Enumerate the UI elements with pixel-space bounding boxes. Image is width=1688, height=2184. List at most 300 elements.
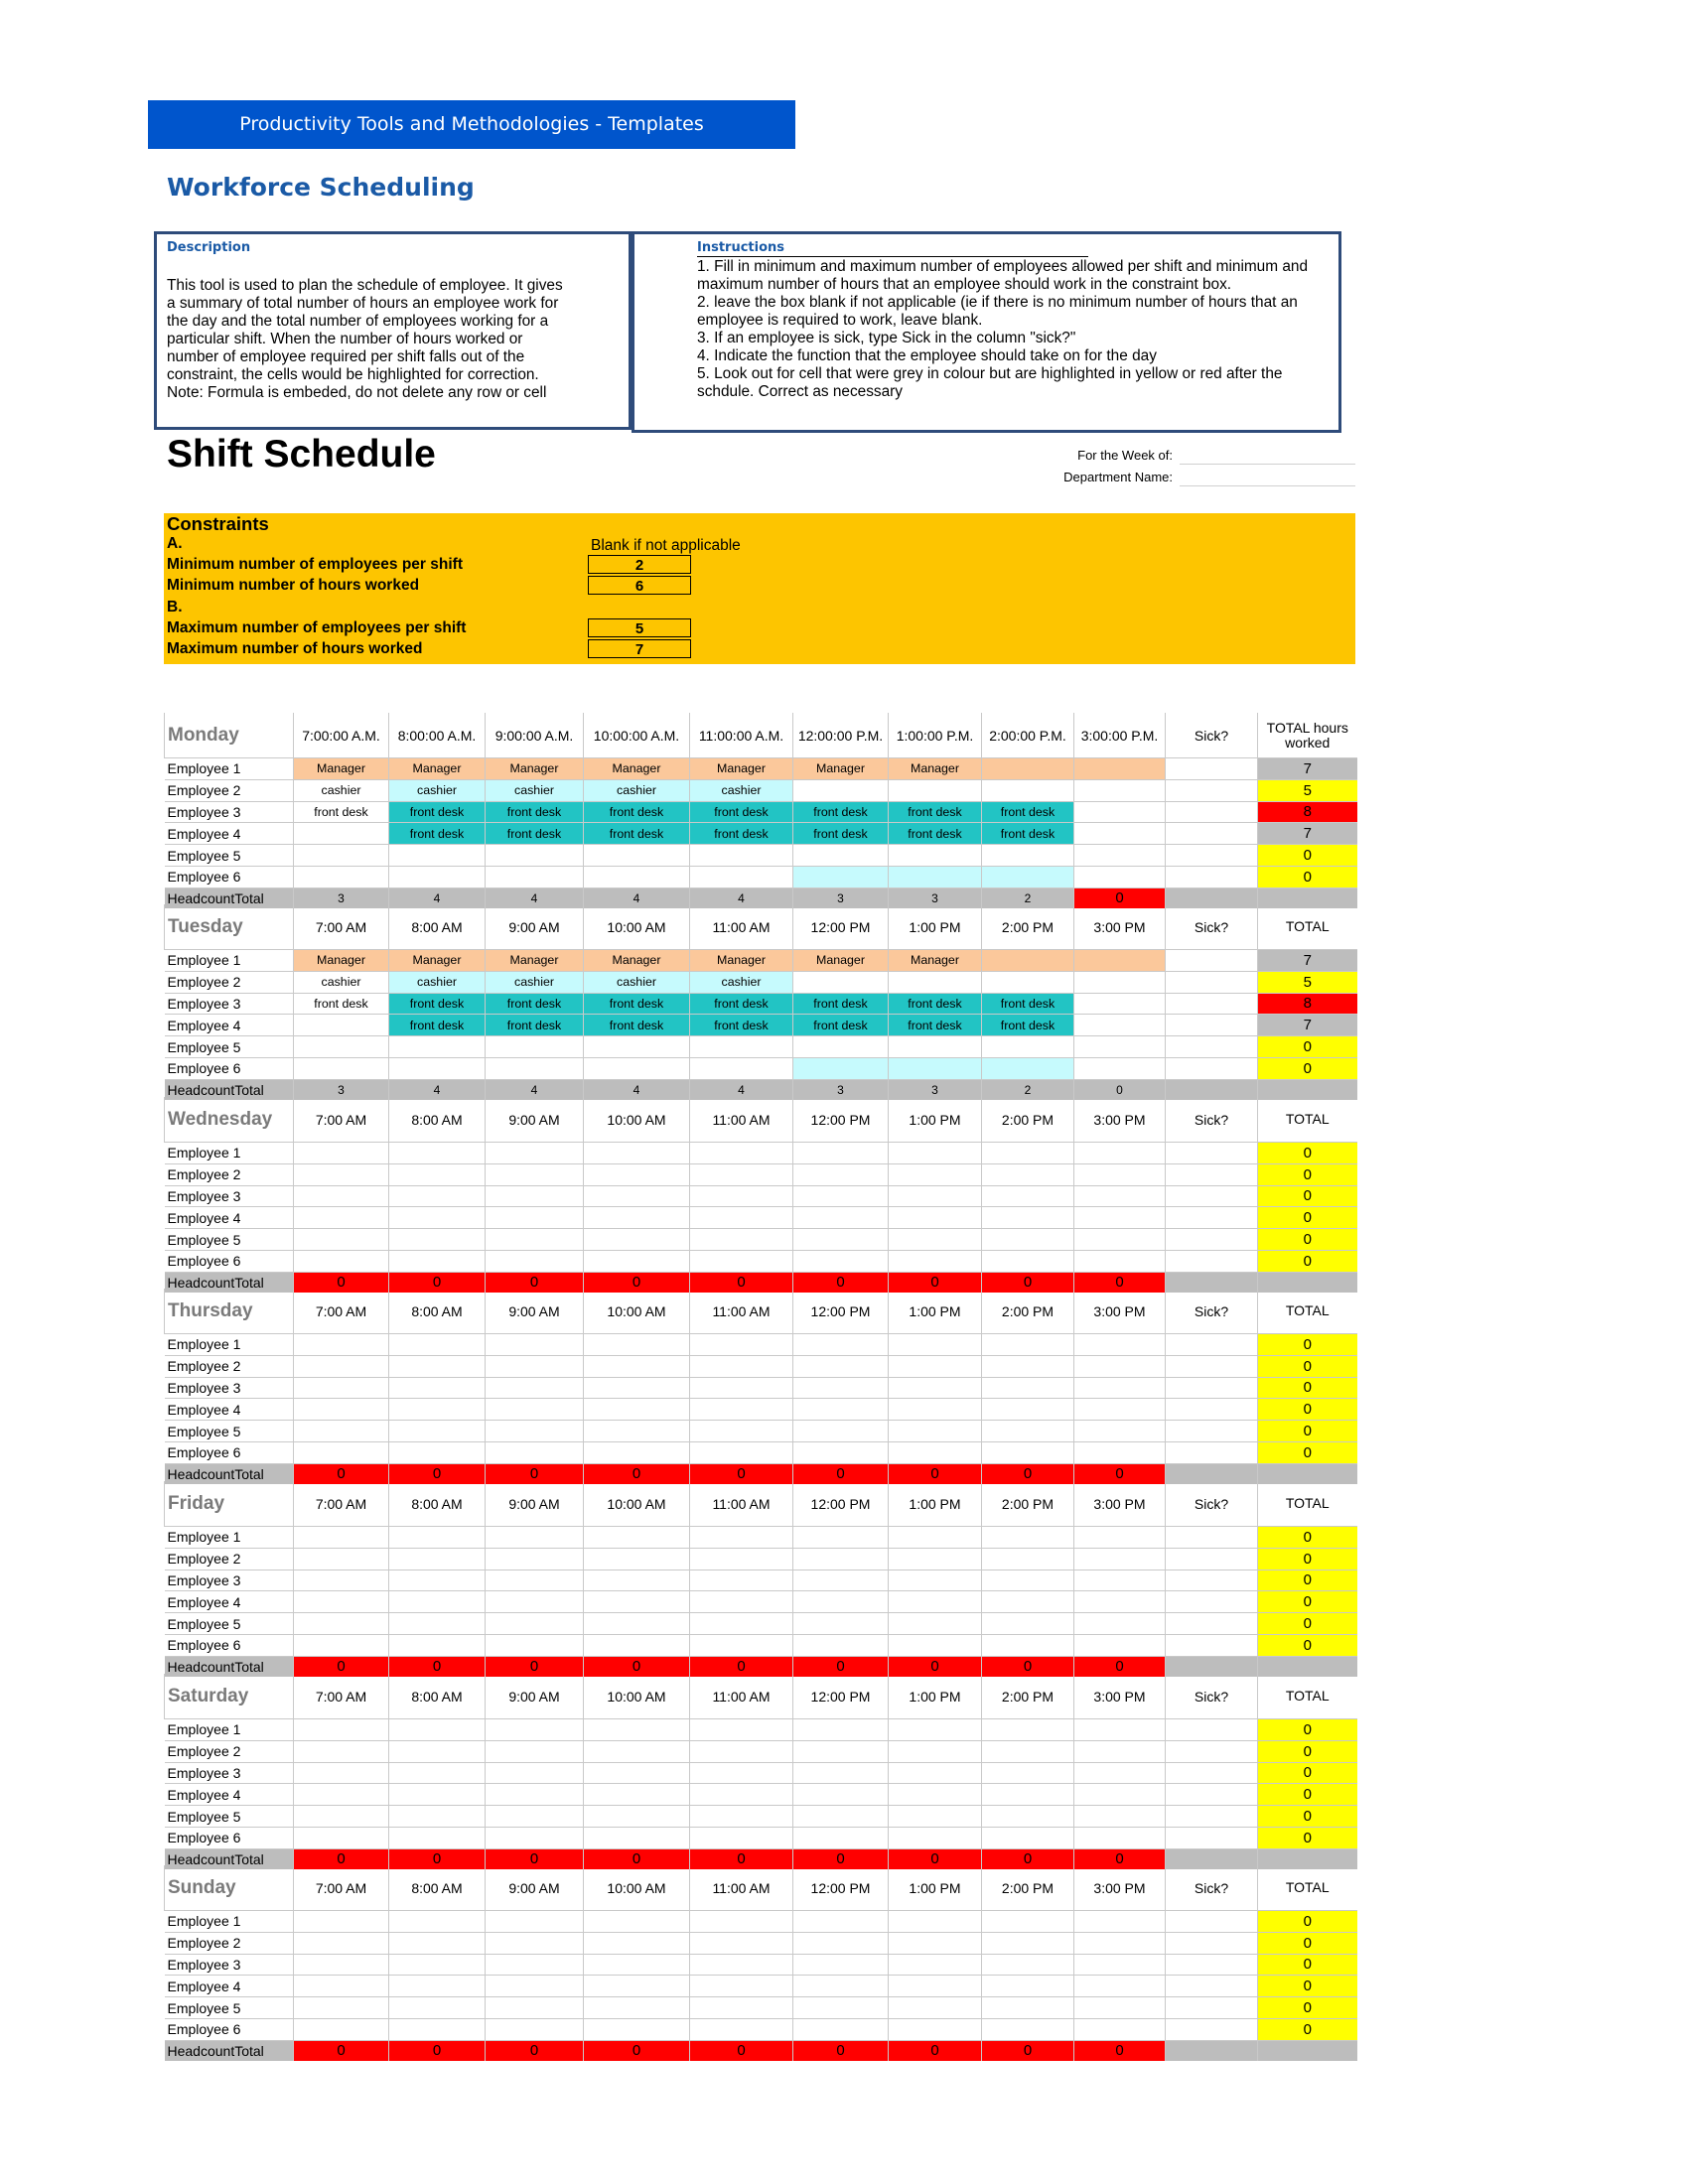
sick-cell[interactable]: [1166, 1719, 1258, 1741]
shift-cell[interactable]: [889, 1036, 982, 1058]
shift-cell[interactable]: [584, 1806, 690, 1828]
shift-cell[interactable]: [690, 1143, 793, 1164]
sick-cell[interactable]: [1166, 1015, 1258, 1036]
shift-cell[interactable]: [584, 1036, 690, 1058]
sick-cell[interactable]: [1166, 1570, 1258, 1591]
shift-cell[interactable]: front desk: [889, 823, 982, 845]
shift-cell[interactable]: [389, 1827, 486, 1848]
shift-cell[interactable]: [690, 1207, 793, 1229]
shift-cell[interactable]: [584, 1613, 690, 1635]
shift-cell[interactable]: [1074, 1334, 1166, 1356]
shift-cell[interactable]: [889, 1163, 982, 1185]
shift-cell[interactable]: [1074, 823, 1166, 845]
shift-cell[interactable]: [793, 1570, 889, 1591]
shift-cell[interactable]: front desk: [486, 993, 584, 1015]
shift-cell[interactable]: [294, 1057, 389, 1079]
shift-cell[interactable]: [889, 1932, 982, 1954]
shift-cell[interactable]: [793, 1207, 889, 1229]
shift-cell[interactable]: [1074, 1036, 1166, 1058]
shift-cell[interactable]: [1074, 1762, 1166, 1784]
shift-cell[interactable]: [982, 1613, 1074, 1635]
shift-cell[interactable]: front desk: [889, 1015, 982, 1036]
shift-cell[interactable]: [889, 1250, 982, 1272]
shift-cell[interactable]: [1074, 1250, 1166, 1272]
sick-cell[interactable]: [1166, 1806, 1258, 1828]
sick-cell[interactable]: [1166, 1784, 1258, 1806]
shift-cell[interactable]: [793, 1762, 889, 1784]
shift-cell[interactable]: [982, 1441, 1074, 1463]
shift-cell[interactable]: [982, 1057, 1074, 1079]
shift-cell[interactable]: [982, 1784, 1074, 1806]
shift-cell[interactable]: front desk: [982, 823, 1074, 845]
shift-cell[interactable]: [889, 1740, 982, 1762]
shift-cell[interactable]: [690, 1719, 793, 1741]
shift-cell[interactable]: [294, 1163, 389, 1185]
shift-cell[interactable]: [982, 1399, 1074, 1421]
shift-cell[interactable]: [389, 1143, 486, 1164]
shift-cell[interactable]: [690, 1976, 793, 1997]
shift-cell[interactable]: [889, 1207, 982, 1229]
shift-cell[interactable]: [1074, 1997, 1166, 2019]
shift-cell[interactable]: [486, 1185, 584, 1207]
shift-cell[interactable]: [486, 1548, 584, 1570]
shift-cell[interactable]: cashier: [584, 779, 690, 801]
shift-cell[interactable]: [389, 1954, 486, 1976]
shift-cell[interactable]: [584, 1827, 690, 1848]
shift-cell[interactable]: [690, 1570, 793, 1591]
shift-cell[interactable]: [1074, 971, 1166, 993]
shift-cell[interactable]: [889, 1377, 982, 1399]
shift-cell[interactable]: [1074, 1784, 1166, 1806]
shift-cell[interactable]: [982, 1250, 1074, 1272]
shift-cell[interactable]: front desk: [793, 801, 889, 823]
sick-cell[interactable]: [1166, 1527, 1258, 1549]
shift-cell[interactable]: [584, 1634, 690, 1656]
shift-cell[interactable]: [793, 1250, 889, 1272]
shift-cell[interactable]: [982, 1036, 1074, 1058]
shift-cell[interactable]: front desk: [982, 801, 1074, 823]
shift-cell[interactable]: [1074, 1827, 1166, 1848]
shift-cell[interactable]: [294, 823, 389, 845]
shift-cell[interactable]: [486, 1250, 584, 1272]
shift-cell[interactable]: [1074, 1421, 1166, 1442]
shift-cell[interactable]: [690, 1634, 793, 1656]
shift-cell[interactable]: [584, 1229, 690, 1251]
shift-cell[interactable]: [690, 1185, 793, 1207]
shift-cell[interactable]: [889, 2018, 982, 2040]
shift-cell[interactable]: [690, 1613, 793, 1635]
shift-cell[interactable]: [294, 1036, 389, 1058]
shift-cell[interactable]: front desk: [793, 823, 889, 845]
shift-cell[interactable]: [1074, 1399, 1166, 1421]
shift-cell[interactable]: [389, 1334, 486, 1356]
sick-cell[interactable]: [1166, 801, 1258, 823]
shift-cell[interactable]: [793, 1036, 889, 1058]
shift-cell[interactable]: [690, 1911, 793, 1933]
shift-cell[interactable]: [294, 1399, 389, 1421]
shift-cell[interactable]: front desk: [982, 993, 1074, 1015]
shift-cell[interactable]: [982, 1570, 1074, 1591]
shift-cell[interactable]: [889, 1976, 982, 1997]
sick-cell[interactable]: [1166, 1163, 1258, 1185]
sick-cell[interactable]: [1166, 1143, 1258, 1164]
shift-cell[interactable]: [982, 1719, 1074, 1741]
shift-cell[interactable]: [793, 1954, 889, 1976]
sick-cell[interactable]: [1166, 1421, 1258, 1442]
shift-cell[interactable]: front desk: [584, 993, 690, 1015]
shift-cell[interactable]: [294, 1954, 389, 1976]
shift-cell[interactable]: [982, 1762, 1074, 1784]
shift-cell[interactable]: [584, 1207, 690, 1229]
shift-cell[interactable]: cashier: [389, 971, 486, 993]
sick-cell[interactable]: [1166, 1441, 1258, 1463]
shift-cell[interactable]: [389, 1570, 486, 1591]
shift-cell[interactable]: [584, 1377, 690, 1399]
sick-cell[interactable]: [1166, 971, 1258, 993]
shift-cell[interactable]: [690, 1527, 793, 1549]
sick-cell[interactable]: [1166, 950, 1258, 972]
shift-cell[interactable]: Manager: [389, 950, 486, 972]
shift-cell[interactable]: [294, 1740, 389, 1762]
shift-cell[interactable]: [982, 1740, 1074, 1762]
shift-cell[interactable]: [793, 1057, 889, 1079]
shift-cell[interactable]: [486, 1441, 584, 1463]
shift-cell[interactable]: Manager: [584, 950, 690, 972]
sick-cell[interactable]: [1166, 2018, 1258, 2040]
shift-cell[interactable]: [389, 1229, 486, 1251]
shift-cell[interactable]: front desk: [690, 823, 793, 845]
shift-cell[interactable]: cashier: [389, 779, 486, 801]
shift-cell[interactable]: [690, 1784, 793, 1806]
shift-cell[interactable]: [486, 1719, 584, 1741]
shift-cell[interactable]: [584, 1250, 690, 1272]
shift-cell[interactable]: [690, 1036, 793, 1058]
shift-cell[interactable]: [793, 1634, 889, 1656]
shift-cell[interactable]: [889, 1548, 982, 1570]
shift-cell[interactable]: [690, 845, 793, 867]
sick-cell[interactable]: [1166, 758, 1258, 780]
shift-cell[interactable]: [1074, 1570, 1166, 1591]
shift-cell[interactable]: front desk: [486, 801, 584, 823]
shift-cell[interactable]: [793, 1784, 889, 1806]
shift-cell[interactable]: [294, 1976, 389, 1997]
shift-cell[interactable]: [889, 845, 982, 867]
shift-cell[interactable]: [1074, 1976, 1166, 1997]
shift-cell[interactable]: [690, 1548, 793, 1570]
shift-cell[interactable]: [389, 1719, 486, 1741]
shift-cell[interactable]: [294, 1570, 389, 1591]
shift-cell[interactable]: [889, 1441, 982, 1463]
sick-cell[interactable]: [1166, 1954, 1258, 1976]
shift-cell[interactable]: [793, 971, 889, 993]
shift-cell[interactable]: [690, 1229, 793, 1251]
shift-cell[interactable]: [1074, 1932, 1166, 1954]
shift-cell[interactable]: cashier: [690, 971, 793, 993]
shift-cell[interactable]: [1074, 1185, 1166, 1207]
sick-cell[interactable]: [1166, 1399, 1258, 1421]
shift-cell[interactable]: [584, 1911, 690, 1933]
shift-cell[interactable]: [1074, 950, 1166, 972]
shift-cell[interactable]: [690, 1355, 793, 1377]
shift-cell[interactable]: [982, 1827, 1074, 1848]
shift-cell[interactable]: [389, 1997, 486, 2019]
shift-cell[interactable]: [793, 1806, 889, 1828]
shift-cell[interactable]: [690, 1932, 793, 1954]
shift-cell[interactable]: Manager: [486, 758, 584, 780]
shift-cell[interactable]: [1074, 1355, 1166, 1377]
shift-cell[interactable]: [294, 1911, 389, 1933]
shift-cell[interactable]: [1074, 1613, 1166, 1635]
shift-cell[interactable]: [889, 1784, 982, 1806]
shift-cell[interactable]: [793, 1740, 889, 1762]
shift-cell[interactable]: [389, 1613, 486, 1635]
shift-cell[interactable]: [486, 1377, 584, 1399]
shift-cell[interactable]: [389, 1911, 486, 1933]
shift-cell[interactable]: [690, 1827, 793, 1848]
shift-cell[interactable]: front desk: [690, 1015, 793, 1036]
department-input[interactable]: [1180, 485, 1355, 486]
shift-cell[interactable]: [584, 1399, 690, 1421]
shift-cell[interactable]: [584, 1997, 690, 2019]
shift-cell[interactable]: [889, 1806, 982, 1828]
week-input[interactable]: [1180, 464, 1355, 465]
shift-cell[interactable]: [889, 866, 982, 887]
shift-cell[interactable]: [690, 1591, 793, 1613]
shift-cell[interactable]: [889, 1827, 982, 1848]
shift-cell[interactable]: [389, 1355, 486, 1377]
shift-cell[interactable]: Manager: [793, 950, 889, 972]
shift-cell[interactable]: [1074, 1527, 1166, 1549]
sick-cell[interactable]: [1166, 1740, 1258, 1762]
shift-cell[interactable]: [1074, 993, 1166, 1015]
shift-cell[interactable]: [294, 1334, 389, 1356]
shift-cell[interactable]: [486, 1570, 584, 1591]
shift-cell[interactable]: [793, 2018, 889, 2040]
shift-cell[interactable]: [486, 1591, 584, 1613]
shift-cell[interactable]: [389, 1762, 486, 1784]
shift-cell[interactable]: [294, 866, 389, 887]
shift-cell[interactable]: [982, 866, 1074, 887]
shift-cell[interactable]: front desk: [690, 801, 793, 823]
shift-cell[interactable]: [1074, 1057, 1166, 1079]
shift-cell[interactable]: [982, 1185, 1074, 1207]
shift-cell[interactable]: [486, 1334, 584, 1356]
shift-cell[interactable]: [486, 1634, 584, 1656]
shift-cell[interactable]: [690, 1997, 793, 2019]
shift-cell[interactable]: [584, 1143, 690, 1164]
shift-cell[interactable]: [584, 866, 690, 887]
shift-cell[interactable]: [584, 1932, 690, 1954]
shift-cell[interactable]: front desk: [982, 1015, 1074, 1036]
shift-cell[interactable]: [1074, 1143, 1166, 1164]
shift-cell[interactable]: [690, 1441, 793, 1463]
shift-cell[interactable]: [389, 1784, 486, 1806]
shift-cell[interactable]: [294, 2018, 389, 2040]
shift-cell[interactable]: [294, 1527, 389, 1549]
shift-cell[interactable]: [690, 1740, 793, 1762]
shift-cell[interactable]: [982, 1932, 1074, 1954]
shift-cell[interactable]: [486, 1954, 584, 1976]
shift-cell[interactable]: [486, 1762, 584, 1784]
shift-cell[interactable]: [294, 1634, 389, 1656]
shift-cell[interactable]: [889, 779, 982, 801]
shift-cell[interactable]: [486, 1911, 584, 1933]
shift-cell[interactable]: [889, 1399, 982, 1421]
shift-cell[interactable]: [584, 1719, 690, 1741]
sick-cell[interactable]: [1166, 1591, 1258, 1613]
shift-cell[interactable]: front desk: [690, 993, 793, 1015]
shift-cell[interactable]: [294, 1827, 389, 1848]
shift-cell[interactable]: [793, 1334, 889, 1356]
sick-cell[interactable]: [1166, 1355, 1258, 1377]
shift-cell[interactable]: [889, 1057, 982, 1079]
shift-cell[interactable]: [584, 1355, 690, 1377]
shift-cell[interactable]: [294, 1421, 389, 1442]
shift-cell[interactable]: [486, 1740, 584, 1762]
shift-cell[interactable]: cashier: [690, 779, 793, 801]
shift-cell[interactable]: [690, 1377, 793, 1399]
shift-cell[interactable]: [486, 1229, 584, 1251]
shift-cell[interactable]: [793, 1548, 889, 1570]
shift-cell[interactable]: [294, 1932, 389, 1954]
min-hours-input[interactable]: 6: [588, 576, 691, 595]
shift-cell[interactable]: [793, 1827, 889, 1848]
shift-cell[interactable]: [793, 1997, 889, 2019]
min-employees-input[interactable]: 2: [588, 555, 691, 574]
shift-cell[interactable]: [1074, 866, 1166, 887]
shift-cell[interactable]: Manager: [690, 950, 793, 972]
shift-cell[interactable]: [1074, 1806, 1166, 1828]
shift-cell[interactable]: [294, 1015, 389, 1036]
shift-cell[interactable]: front desk: [793, 993, 889, 1015]
shift-cell[interactable]: front desk: [486, 823, 584, 845]
shift-cell[interactable]: [1074, 1954, 1166, 1976]
shift-cell[interactable]: front desk: [486, 1015, 584, 1036]
shift-cell[interactable]: [793, 1399, 889, 1421]
shift-cell[interactable]: cashier: [486, 779, 584, 801]
shift-cell[interactable]: [294, 1719, 389, 1741]
shift-cell[interactable]: [486, 1421, 584, 1442]
shift-cell[interactable]: [793, 1613, 889, 1635]
sick-cell[interactable]: [1166, 1207, 1258, 1229]
shift-cell[interactable]: [389, 1740, 486, 1762]
shift-cell[interactable]: [584, 1762, 690, 1784]
shift-cell[interactable]: [982, 971, 1074, 993]
shift-cell[interactable]: front desk: [389, 823, 486, 845]
shift-cell[interactable]: [486, 1355, 584, 1377]
shift-cell[interactable]: [294, 1591, 389, 1613]
shift-cell[interactable]: [793, 1976, 889, 1997]
shift-cell[interactable]: [584, 1163, 690, 1185]
shift-cell[interactable]: [294, 1784, 389, 1806]
shift-cell[interactable]: [982, 1207, 1074, 1229]
shift-cell[interactable]: [389, 1591, 486, 1613]
shift-cell[interactable]: Manager: [584, 758, 690, 780]
shift-cell[interactable]: [389, 1634, 486, 1656]
shift-cell[interactable]: front desk: [793, 1015, 889, 1036]
shift-cell[interactable]: [889, 1355, 982, 1377]
shift-cell[interactable]: [486, 1997, 584, 2019]
shift-cell[interactable]: [690, 1250, 793, 1272]
sick-cell[interactable]: [1166, 1548, 1258, 1570]
shift-cell[interactable]: [389, 1441, 486, 1463]
sick-cell[interactable]: [1166, 1250, 1258, 1272]
shift-cell[interactable]: [1074, 758, 1166, 780]
shift-cell[interactable]: [584, 1976, 690, 1997]
shift-cell[interactable]: Manager: [294, 950, 389, 972]
shift-cell[interactable]: front desk: [389, 801, 486, 823]
sick-cell[interactable]: [1166, 1377, 1258, 1399]
shift-cell[interactable]: cashier: [486, 971, 584, 993]
shift-cell[interactable]: [982, 1421, 1074, 1442]
shift-cell[interactable]: [389, 1185, 486, 1207]
shift-cell[interactable]: [1074, 1740, 1166, 1762]
shift-cell[interactable]: [690, 1163, 793, 1185]
shift-cell[interactable]: [584, 1570, 690, 1591]
shift-cell[interactable]: [294, 1207, 389, 1229]
shift-cell[interactable]: front desk: [294, 801, 389, 823]
shift-cell[interactable]: cashier: [294, 971, 389, 993]
shift-cell[interactable]: [982, 758, 1074, 780]
shift-cell[interactable]: [1074, 1548, 1166, 1570]
shift-cell[interactable]: [982, 1548, 1074, 1570]
shift-cell[interactable]: [389, 1399, 486, 1421]
shift-cell[interactable]: [982, 845, 1074, 867]
shift-cell[interactable]: Manager: [889, 758, 982, 780]
shift-cell[interactable]: Manager: [486, 950, 584, 972]
shift-cell[interactable]: [389, 1057, 486, 1079]
sick-cell[interactable]: [1166, 1634, 1258, 1656]
shift-cell[interactable]: [889, 1591, 982, 1613]
shift-cell[interactable]: front desk: [389, 993, 486, 1015]
shift-cell[interactable]: [793, 866, 889, 887]
shift-cell[interactable]: [584, 1548, 690, 1570]
shift-cell[interactable]: [486, 1057, 584, 1079]
shift-cell[interactable]: [486, 1784, 584, 1806]
sick-cell[interactable]: [1166, 1036, 1258, 1058]
shift-cell[interactable]: [389, 2018, 486, 2040]
department-field[interactable]: [993, 470, 1355, 484]
shift-cell[interactable]: [389, 1548, 486, 1570]
shift-cell[interactable]: [1074, 1207, 1166, 1229]
sick-cell[interactable]: [1166, 1229, 1258, 1251]
shift-cell[interactable]: [486, 1399, 584, 1421]
shift-cell[interactable]: [793, 1143, 889, 1164]
shift-cell[interactable]: [389, 1932, 486, 1954]
shift-cell[interactable]: [889, 1911, 982, 1933]
shift-cell[interactable]: [690, 1334, 793, 1356]
shift-cell[interactable]: [889, 1997, 982, 2019]
sick-cell[interactable]: [1166, 1827, 1258, 1848]
sick-cell[interactable]: [1166, 993, 1258, 1015]
shift-cell[interactable]: [982, 1334, 1074, 1356]
shift-cell[interactable]: [389, 1036, 486, 1058]
shift-cell[interactable]: [389, 866, 486, 887]
shift-cell[interactable]: [294, 1377, 389, 1399]
shift-cell[interactable]: [793, 1911, 889, 1933]
sick-cell[interactable]: [1166, 1762, 1258, 1784]
shift-cell[interactable]: [793, 845, 889, 867]
shift-cell[interactable]: [294, 1762, 389, 1784]
shift-cell[interactable]: [294, 845, 389, 867]
sick-cell[interactable]: [1166, 1057, 1258, 1079]
shift-cell[interactable]: [294, 1143, 389, 1164]
shift-cell[interactable]: [690, 2018, 793, 2040]
shift-cell[interactable]: [793, 1229, 889, 1251]
shift-cell[interactable]: front desk: [889, 993, 982, 1015]
shift-cell[interactable]: [584, 1441, 690, 1463]
shift-cell[interactable]: [1074, 779, 1166, 801]
